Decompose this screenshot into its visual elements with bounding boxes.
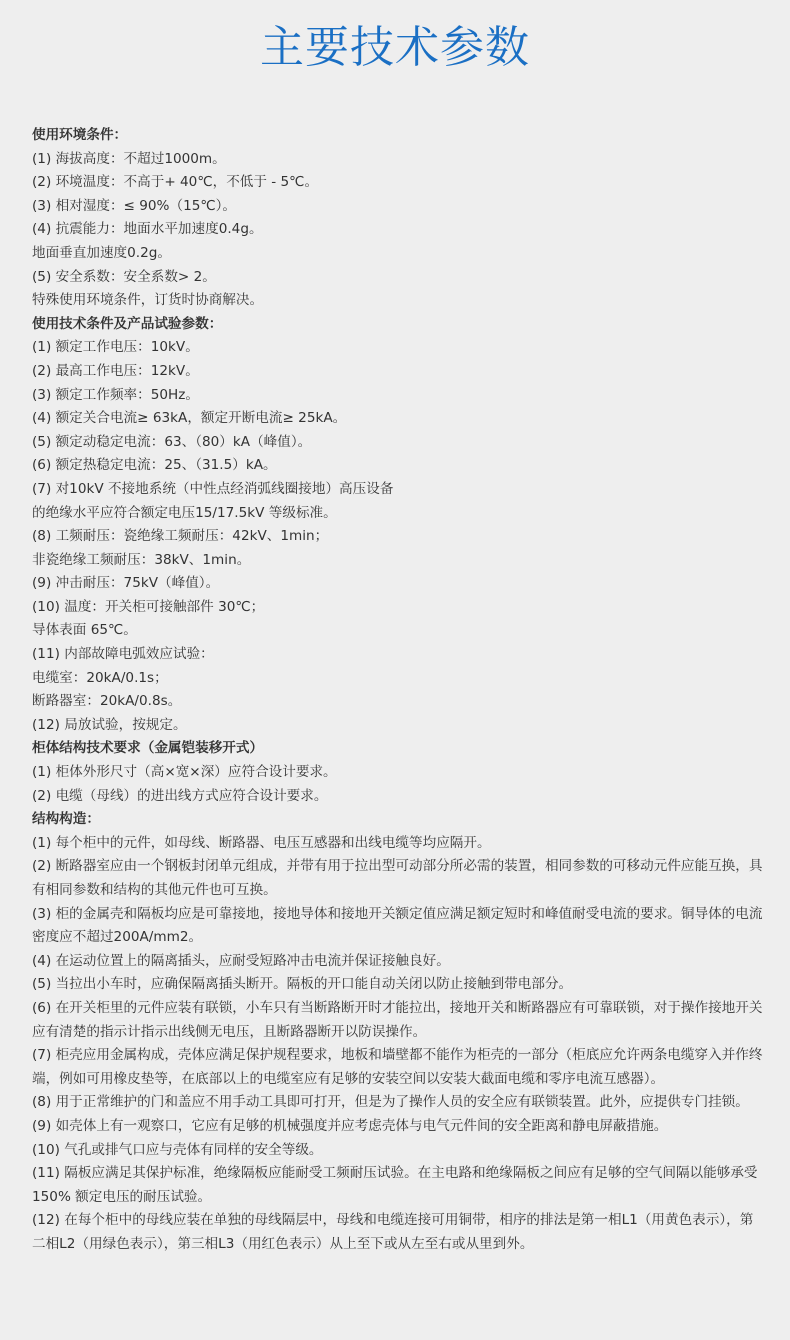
spec-line: (2) 断路器室应由一个钢板封闭单元组成，并带有用于拉出型可动部分所必需的装置，相同参数的可移动元件应能互换，具有相同参数和结构的其他元件也可互换。	[32, 858, 763, 898]
spec-line: (10) 温度：开关柜可接触部件 30℃；	[32, 598, 265, 615]
spec-line: (3) 相对湿度：≤ 90%（15℃）。	[32, 197, 237, 214]
spec-line: (1) 柜体外形尺寸（高×宽×深）应符合设计要求。	[32, 764, 337, 781]
spec-line: (8) 用于正常维护的门和盖应不用手动工具即可打开，但是为了操作人员的安全应有联锁装置。此外，应提供专门挂锁。	[32, 1094, 749, 1111]
spec-line: (5) 安全系数：安全系数> 2。	[32, 268, 216, 285]
spec-line: (11) 隔板应满足其保护标准，绝缘隔板应能耐受工频耐压试验。在主电路和绝缘隔板之间应有足够的空气间隔以能够承受150% 额定电压的耐压试验。	[32, 1165, 758, 1205]
spec-line: (8) 工频耐压：瓷绝缘工频耐压：42kV、1min；	[32, 528, 329, 545]
spec-line: 非瓷绝缘工频耐压：38kV、1min。	[32, 551, 251, 568]
spec-line: (1) 海拔高度：不超过1000m。	[32, 150, 226, 167]
spec-line: (5) 额定动稳定电流：63、（80）kA（峰值）。	[32, 433, 312, 450]
spec-line: (2) 环境温度：不高于+ 40℃，不低于 - 5℃。	[32, 174, 319, 191]
spec-line: (9) 如壳体上有一观察口，它应有足够的机械强度并应考虑壳体与电气元件间的安全距离和静电屏蔽措施。	[32, 1117, 668, 1134]
spec-line: (12) 局放试验，按规定。	[32, 716, 187, 733]
spec-line: (11) 内部故障电弧效应试验：	[32, 646, 214, 663]
spec-line: 导体表面 65℃。	[32, 622, 137, 639]
section-heading: 柜体结构技术要求（金属铠装移开式）	[32, 740, 264, 757]
spec-line: (4) 额定关合电流≥ 63kA，额定开断电流≥ 25kA。	[32, 410, 347, 427]
spec-line: (3) 额定工作频率：50Hz。	[32, 386, 199, 403]
spec-line: 地面垂直加速度0.2g。	[32, 244, 171, 261]
spec-line: (7) 对10kV 不接地系统（中性点经消弧线圈接地）高压设备	[32, 480, 394, 497]
section-heading: 使用环境条件：	[32, 127, 128, 143]
spec-line: (10) 气孔或排气口应与壳体有同样的安全等级。	[32, 1141, 323, 1158]
spec-line: (1) 每个柜中的元件，如母线、断路器、电压互感器和出线电缆等均应隔开。	[32, 834, 491, 851]
spec-line: (4) 在运动位置上的隔离插头，应耐受短路冲击电流并保证接触良好。	[32, 952, 450, 969]
spec-line: 的绝缘水平应符合额定电压15/17.5kV 等级标准。	[32, 504, 337, 521]
spec-line: (12) 在每个柜中的母线应装在单独的母线隔层中，母线和电缆连接可用铜带，相序的排法是第一相L1（用黄色表示），第二相L2（用绿色表示），第三相L3（用红色表示）从上至下或从左至右或从里到外。	[32, 1212, 754, 1252]
spec-line: (9) 冲击耐压：75kV（峰值）。	[32, 575, 220, 592]
spec-line: (3) 柜的金属壳和隔板均应是可靠接地，接地导体和接地开关额定值应满足额定短时和峰值耐受电流的要求。铜导体的电流密度应不超过200A/mm2。	[32, 905, 763, 946]
spec-line: (5) 当拉出小车时，应确保隔离插头断开。隔板的开口能自动关闭以防止接触到带电部分。	[32, 976, 573, 993]
spec-line: (2) 最高工作电压：12kV。	[32, 362, 199, 379]
spec-line: 断路器室：20kA/0.8s。	[32, 693, 182, 710]
spec-line: (1) 额定工作电压：10kV。	[32, 339, 199, 356]
spec-line: (2) 电缆（母线）的进出线方式应符合设计要求。	[32, 787, 328, 804]
spec-line: 特殊使用环境条件，订货时协商解决。	[32, 292, 264, 309]
spec-line: (7) 柜壳应用金属构成，壳体应满足保护规程要求，地板和墙壁都不能作为柜壳的一部分（柜底应允许两条电缆穿入并作终端，例如可用橡皮垫等，在底部以上的电缆室应有足够的安装空间以安装大截面电缆和零序电流互感器）。	[32, 1047, 763, 1087]
section-heading: 使用技术条件及产品试验参数：	[32, 315, 223, 332]
spec-line: (4) 抗震能力：地面水平加速度0.4g。	[32, 221, 263, 238]
page-title: 主要技术参数	[260, 22, 530, 73]
spec-line: (6) 额定热稳定电流：25、（31.5）kA。	[32, 457, 277, 474]
spec-content	[32, 124, 764, 1257]
spec-line: (6) 在开关柜里的元件应装有联锁，小车只有当断路断开时才能拉出，接地开关和断路器应有可靠联锁，对于操作接地开关应有清楚的指示计指示出线侧无电压，且断路器断开以防误操作。	[32, 999, 763, 1040]
section-heading: 结构构造：	[32, 811, 100, 828]
spec-line: 电缆室：20kA/0.1s；	[32, 669, 168, 686]
